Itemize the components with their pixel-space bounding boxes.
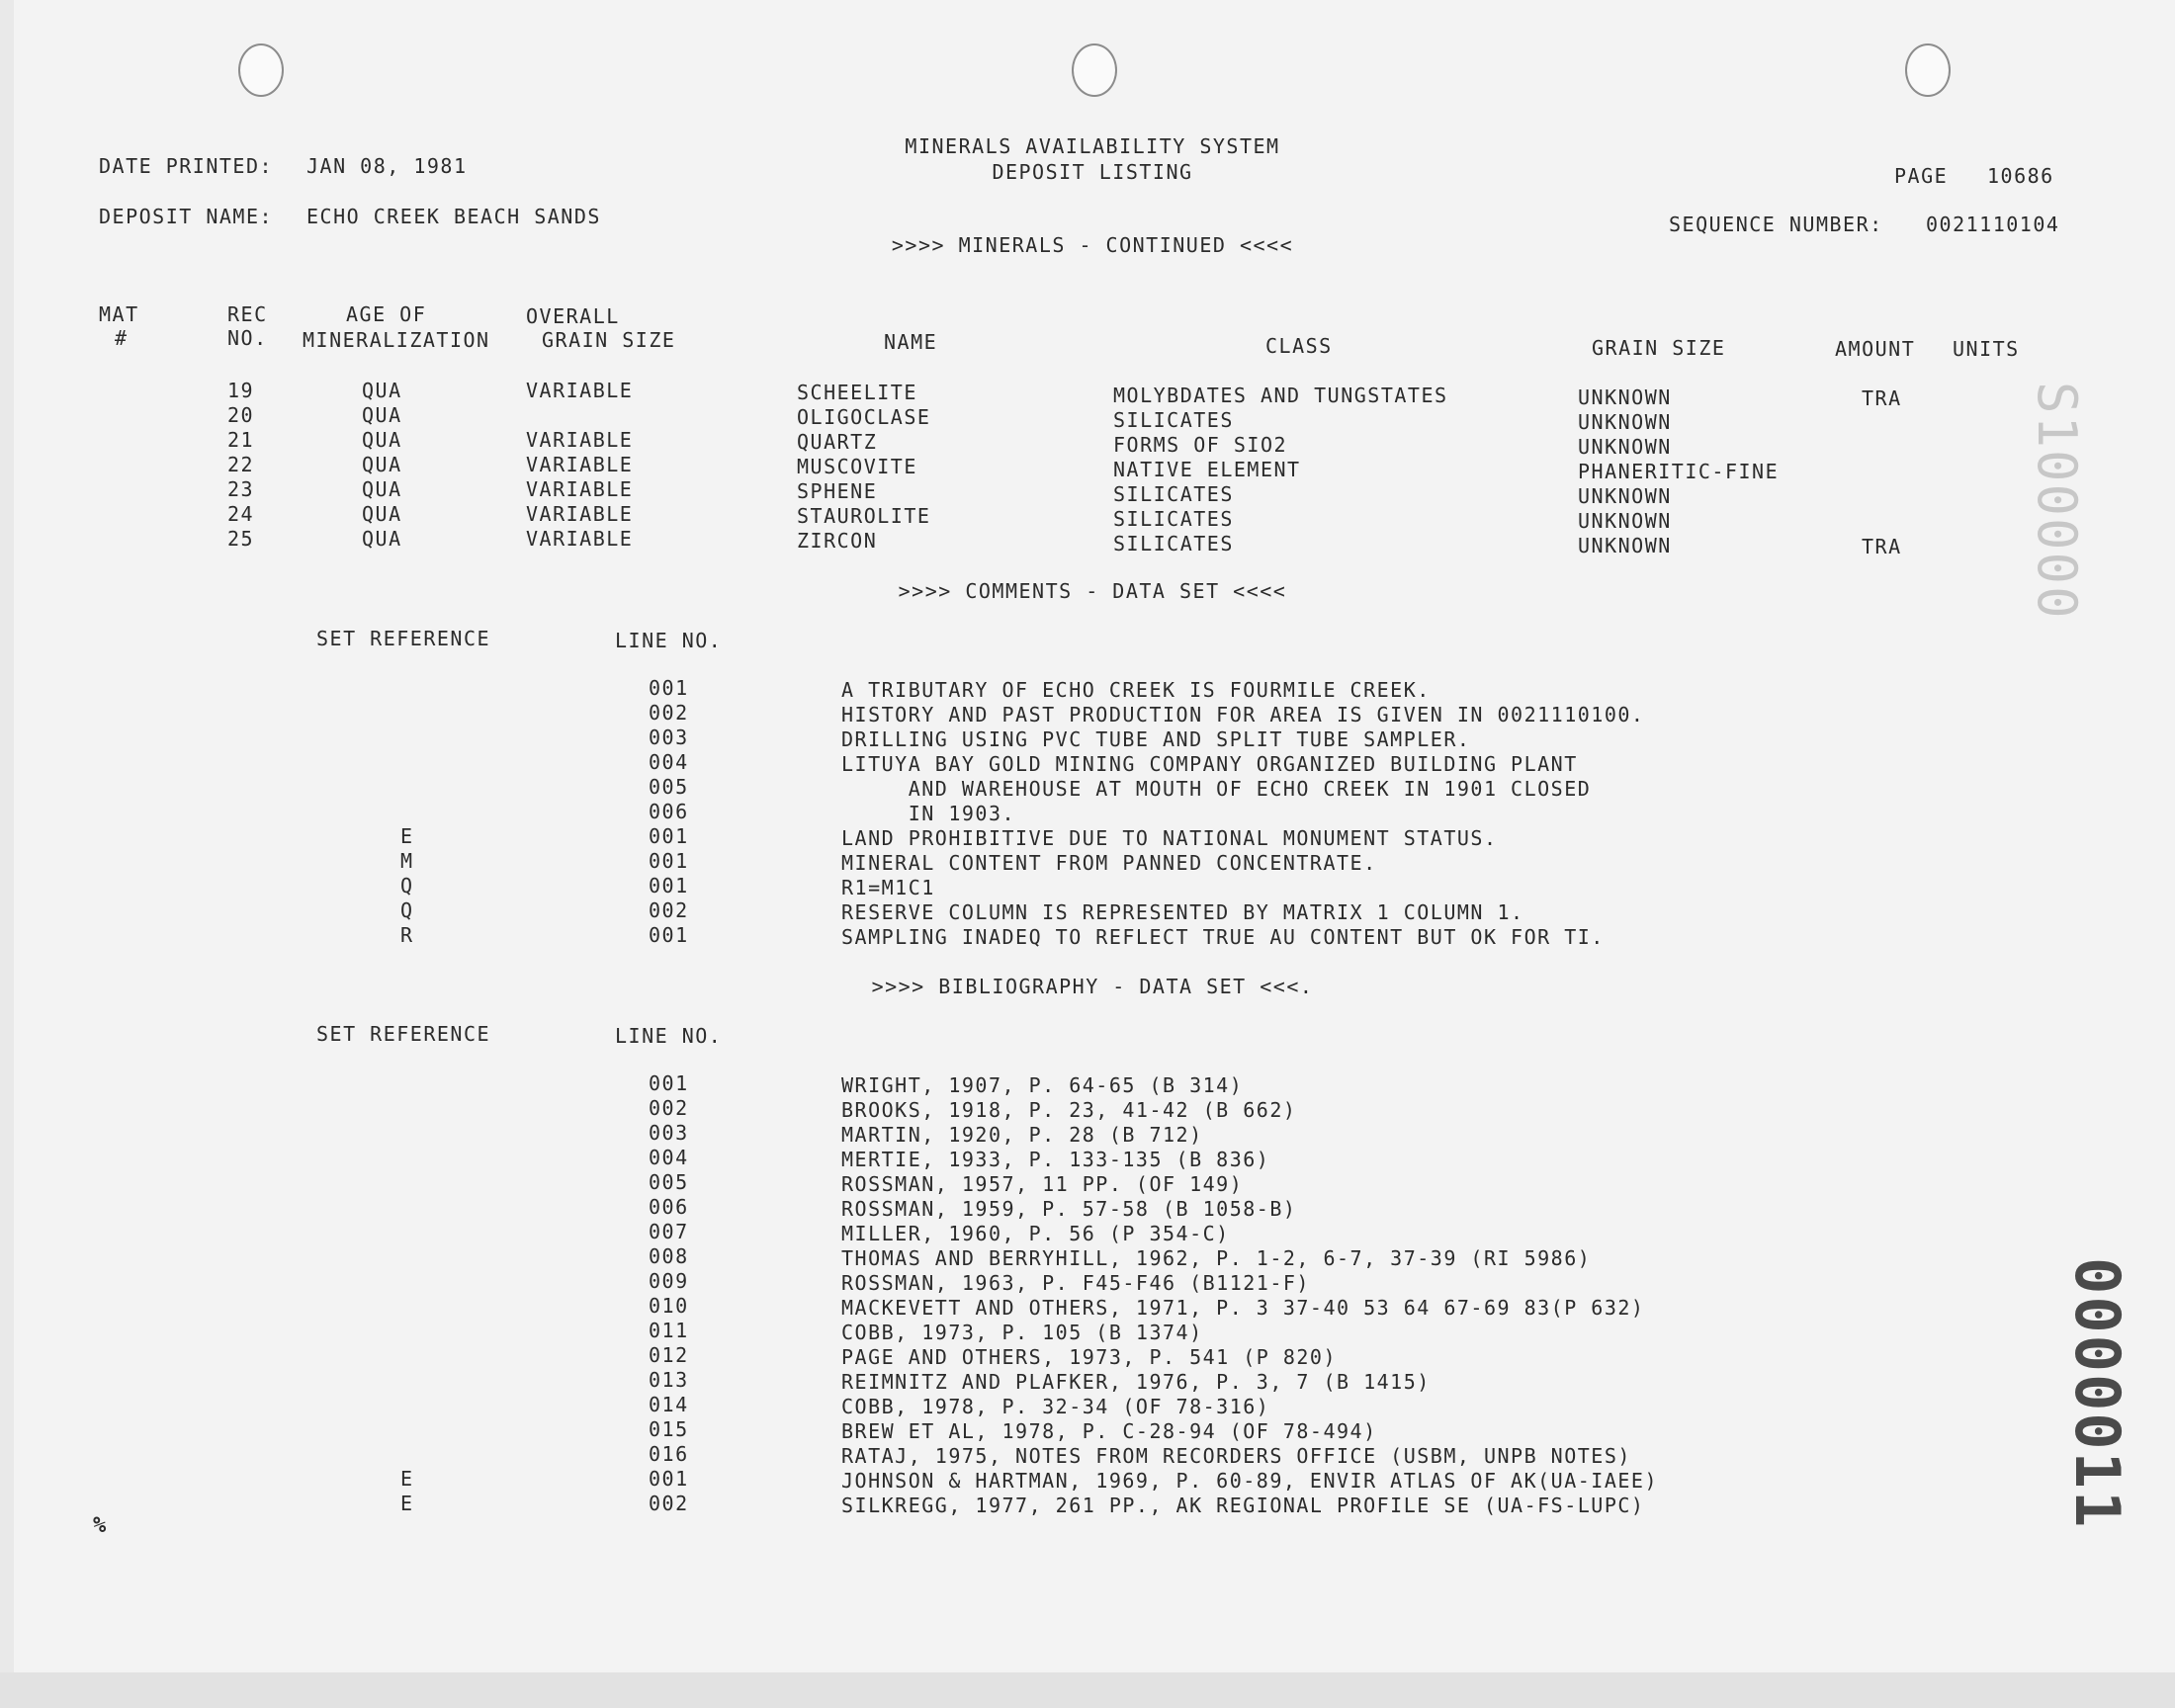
date-label: DATE PRINTED: [99,154,274,178]
set-reference: R [400,923,414,947]
reference-text: PAGE AND OTHERS, 1973, P. 541 (P 820) [841,1345,1338,1369]
line-no: 003 [649,726,689,749]
line-no: 002 [649,898,689,922]
overall-grain-size: VARIABLE [526,477,634,501]
mineral-class: FORMS OF SIO2 [1113,433,1288,457]
system-title: MINERALS AVAILABILITY SYSTEM [905,134,1280,158]
line-no: 008 [649,1244,689,1268]
reference-text: JOHNSON & HARTMAN, 1969, P. 60-89, ENVIR ATLAS OF AK(UA-IAEE) [841,1469,1659,1493]
line-no: 001 [649,849,689,873]
line-no: 001 [649,1071,689,1095]
date-value: JAN 08, 1981 [306,154,468,178]
mineral-name: SPHENE [797,479,878,503]
punch-hole-center [1072,43,1117,97]
comment-text: HISTORY AND PAST PRODUCTION FOR AREA IS GIVEN IN 0021110100. [841,703,1645,726]
age-of-mineralization: QUA [362,453,402,476]
age-of-mineralization: QUA [362,428,402,452]
reference-text: COBB, 1978, P. 32-34 (OF 78-316) [841,1395,1270,1418]
minerals-section-title: >>>> MINERALS - CONTINUED <<<< [891,233,1294,257]
set-reference: Q [400,898,414,922]
comment-text: RESERVE COLUMN IS REPRESENTED BY MATRIX 1 COLUMN 1. [841,900,1524,924]
mineral-name: QUARTZ [797,430,878,454]
mineral-name: MUSCOVITE [797,455,917,478]
line-no: 014 [649,1393,689,1416]
reference-text: ROSSMAN, 1963, P. F45-F46 (B1121-F) [841,1271,1310,1295]
mineral-class: NATIVE ELEMENT [1113,458,1301,481]
comment-text: IN 1903. [841,802,1016,825]
sequence-value: 0021110104 [1926,213,2060,236]
reference-text: SILKREGG, 1977, 261 PP., AK REGIONAL PROFILE SE (UA-FS-LUPC) [841,1494,1645,1517]
line-no: 004 [649,1146,689,1169]
reference-text: REIMNITZ AND PLAFKER, 1976, P. 3, 7 (B 1415) [841,1370,1431,1394]
overall-grain-size: VARIABLE [526,502,634,526]
line-no: 005 [649,1170,689,1194]
line-no: 002 [649,701,689,725]
comments-col-line-no: LINE NO. [615,629,723,652]
reference-text: MILLER, 1960, P. 56 (P 354-C) [841,1222,1230,1245]
mineral-class: SILICATES [1113,408,1234,432]
mineral-class: SILICATES [1113,507,1234,531]
line-no: 001 [649,1467,689,1491]
overall-grain-size: VARIABLE [526,527,634,551]
mineral-class: SILICATES [1113,482,1234,506]
grain-size: UNKNOWN [1578,410,1672,434]
set-reference: E [400,824,414,848]
col-overall: OVERALL [526,304,620,328]
set-reference: M [400,849,414,873]
comment-text: MINERAL CONTENT FROM PANNED CONCENTRATE. [841,851,1377,875]
reference-text: BREW ET AL, 1978, P. C-28-94 (OF 78-494) [841,1419,1377,1443]
col-class: CLASS [1265,334,1333,358]
comment-text: LAND PROHIBITIVE DUE TO NATIONAL MONUMENT STATUS. [841,826,1498,850]
reference-text: BROOKS, 1918, P. 23, 41-42 (B 662) [841,1098,1297,1122]
age-of-mineralization: QUA [362,477,402,501]
set-reference: E [400,1492,414,1515]
listing-title: DEPOSIT LISTING [992,160,1193,184]
reference-text: WRIGHT, 1907, P. 64-65 (B 314) [841,1073,1244,1097]
side-number-top: S100000 [2026,382,2088,621]
set-reference: E [400,1467,414,1491]
rec-no: 22 [227,453,255,476]
line-no: 004 [649,750,689,774]
comment-text: R1=M1C1 [841,876,935,899]
percent-mark: % [93,1513,108,1538]
reference-text: COBB, 1973, P. 105 (B 1374) [841,1321,1203,1344]
bibliography-col-line-no: LINE NO. [615,1024,723,1048]
col-overall-2: GRAIN SIZE [542,328,676,352]
scan-bottom-strip [0,1672,2175,1708]
grain-size: UNKNOWN [1578,484,1672,508]
line-no: 015 [649,1417,689,1441]
age-of-mineralization: QUA [362,502,402,526]
line-no: 011 [649,1319,689,1342]
line-no: 005 [649,775,689,799]
deposit-label: DEPOSIT NAME: [99,205,274,228]
col-rec: REC [227,302,268,326]
reference-text: MERTIE, 1933, P. 133-135 (B 836) [841,1148,1270,1171]
rec-no: 25 [227,527,255,551]
rec-no: 20 [227,403,255,427]
rec-no: 21 [227,428,255,452]
age-of-mineralization: QUA [362,527,402,551]
line-no: 001 [649,824,689,848]
line-no: 002 [649,1492,689,1515]
col-age: AGE OF [346,302,427,326]
comment-text: A TRIBUTARY OF ECHO CREEK IS FOURMILE CREEK. [841,678,1431,702]
deposit-value: ECHO CREEK BEACH SANDS [306,205,601,228]
page-value: 10686 [1987,164,2054,188]
line-no: 010 [649,1294,689,1318]
grain-size: UNKNOWN [1578,435,1672,459]
set-reference: Q [400,874,414,897]
line-no: 001 [649,676,689,700]
age-of-mineralization: QUA [362,403,402,427]
amount: TRA [1862,535,1902,558]
col-name: NAME [884,330,938,354]
side-number-bottom: 0000011 [2061,1257,2133,1530]
mineral-name: ZIRCON [797,529,878,553]
col-mat: MAT [99,302,139,326]
bibliography-section-title: >>>> BIBLIOGRAPHY - DATA SET <<<. [871,975,1314,998]
mineral-class: SILICATES [1113,532,1234,555]
line-no: 007 [649,1220,689,1243]
reference-text: MARTIN, 1920, P. 28 (B 712) [841,1123,1203,1147]
line-no: 016 [649,1442,689,1466]
reference-text: ROSSMAN, 1957, 11 PP. (OF 149) [841,1172,1244,1196]
reference-text: THOMAS AND BERRYHILL, 1962, P. 1-2, 6-7, 37-39 (RI 5986) [841,1246,1592,1270]
page-label: PAGE [1894,164,1949,188]
mineral-class: MOLYBDATES AND TUNGSTATES [1113,384,1448,407]
overall-grain-size: VARIABLE [526,379,634,402]
line-no: 001 [649,923,689,947]
mineral-name: OLIGOCLASE [797,405,931,429]
line-no: 001 [649,874,689,897]
rec-no: 23 [227,477,255,501]
comments-section-title: >>>> COMMENTS - DATA SET <<<< [898,579,1287,603]
line-no: 003 [649,1121,689,1145]
col-mat-2: # [115,326,129,350]
line-no: 006 [649,1195,689,1219]
mineral-name: SCHEELITE [797,381,917,404]
col-grain-size: GRAIN SIZE [1592,336,1726,360]
col-rec-2: NO. [227,326,268,350]
grain-size: UNKNOWN [1578,509,1672,533]
amount: TRA [1862,386,1902,410]
line-no: 012 [649,1343,689,1367]
col-age-2: MINERALIZATION [303,328,490,352]
grain-size: PHANERITIC-FINE [1578,460,1780,483]
bibliography-col-set-reference: SET REFERENCE [316,1022,491,1046]
comment-text: DRILLING USING PVC TUBE AND SPLIT TUBE SAMPLER. [841,727,1471,751]
rec-no: 19 [227,379,255,402]
punch-hole-left [238,43,284,97]
overall-grain-size: VARIABLE [526,428,634,452]
sequence-label: SEQUENCE NUMBER: [1669,213,1883,236]
col-units: UNITS [1953,337,2020,361]
punch-hole-right [1905,43,1951,97]
reference-text: RATAJ, 1975, NOTES FROM RECORDERS OFFICE (USBM, UNPB NOTES) [841,1444,1631,1468]
rec-no: 24 [227,502,255,526]
grain-size: UNKNOWN [1578,534,1672,557]
comment-text: LITUYA BAY GOLD MINING COMPANY ORGANIZED BUILDING PLANT [841,752,1578,776]
col-amount: AMOUNT [1835,337,1916,361]
reference-text: ROSSMAN, 1959, P. 57-58 (B 1058-B) [841,1197,1297,1221]
comment-text: AND WAREHOUSE AT MOUTH OF ECHO CREEK IN 1901 CLOSED [841,777,1592,801]
age-of-mineralization: QUA [362,379,402,402]
reference-text: MACKEVETT AND OTHERS, 1971, P. 3 37-40 53 64 67-69 83(P 632) [841,1296,1645,1320]
line-no: 009 [649,1269,689,1293]
line-no: 013 [649,1368,689,1392]
mineral-name: STAUROLITE [797,504,931,528]
comment-text: SAMPLING INADEQ TO REFLECT TRUE AU CONTENT BUT OK FOR TI. [841,925,1605,949]
overall-grain-size: VARIABLE [526,453,634,476]
line-no: 006 [649,800,689,823]
grain-size: UNKNOWN [1578,385,1672,409]
line-no: 002 [649,1096,689,1120]
comments-col-set-reference: SET REFERENCE [316,627,491,650]
